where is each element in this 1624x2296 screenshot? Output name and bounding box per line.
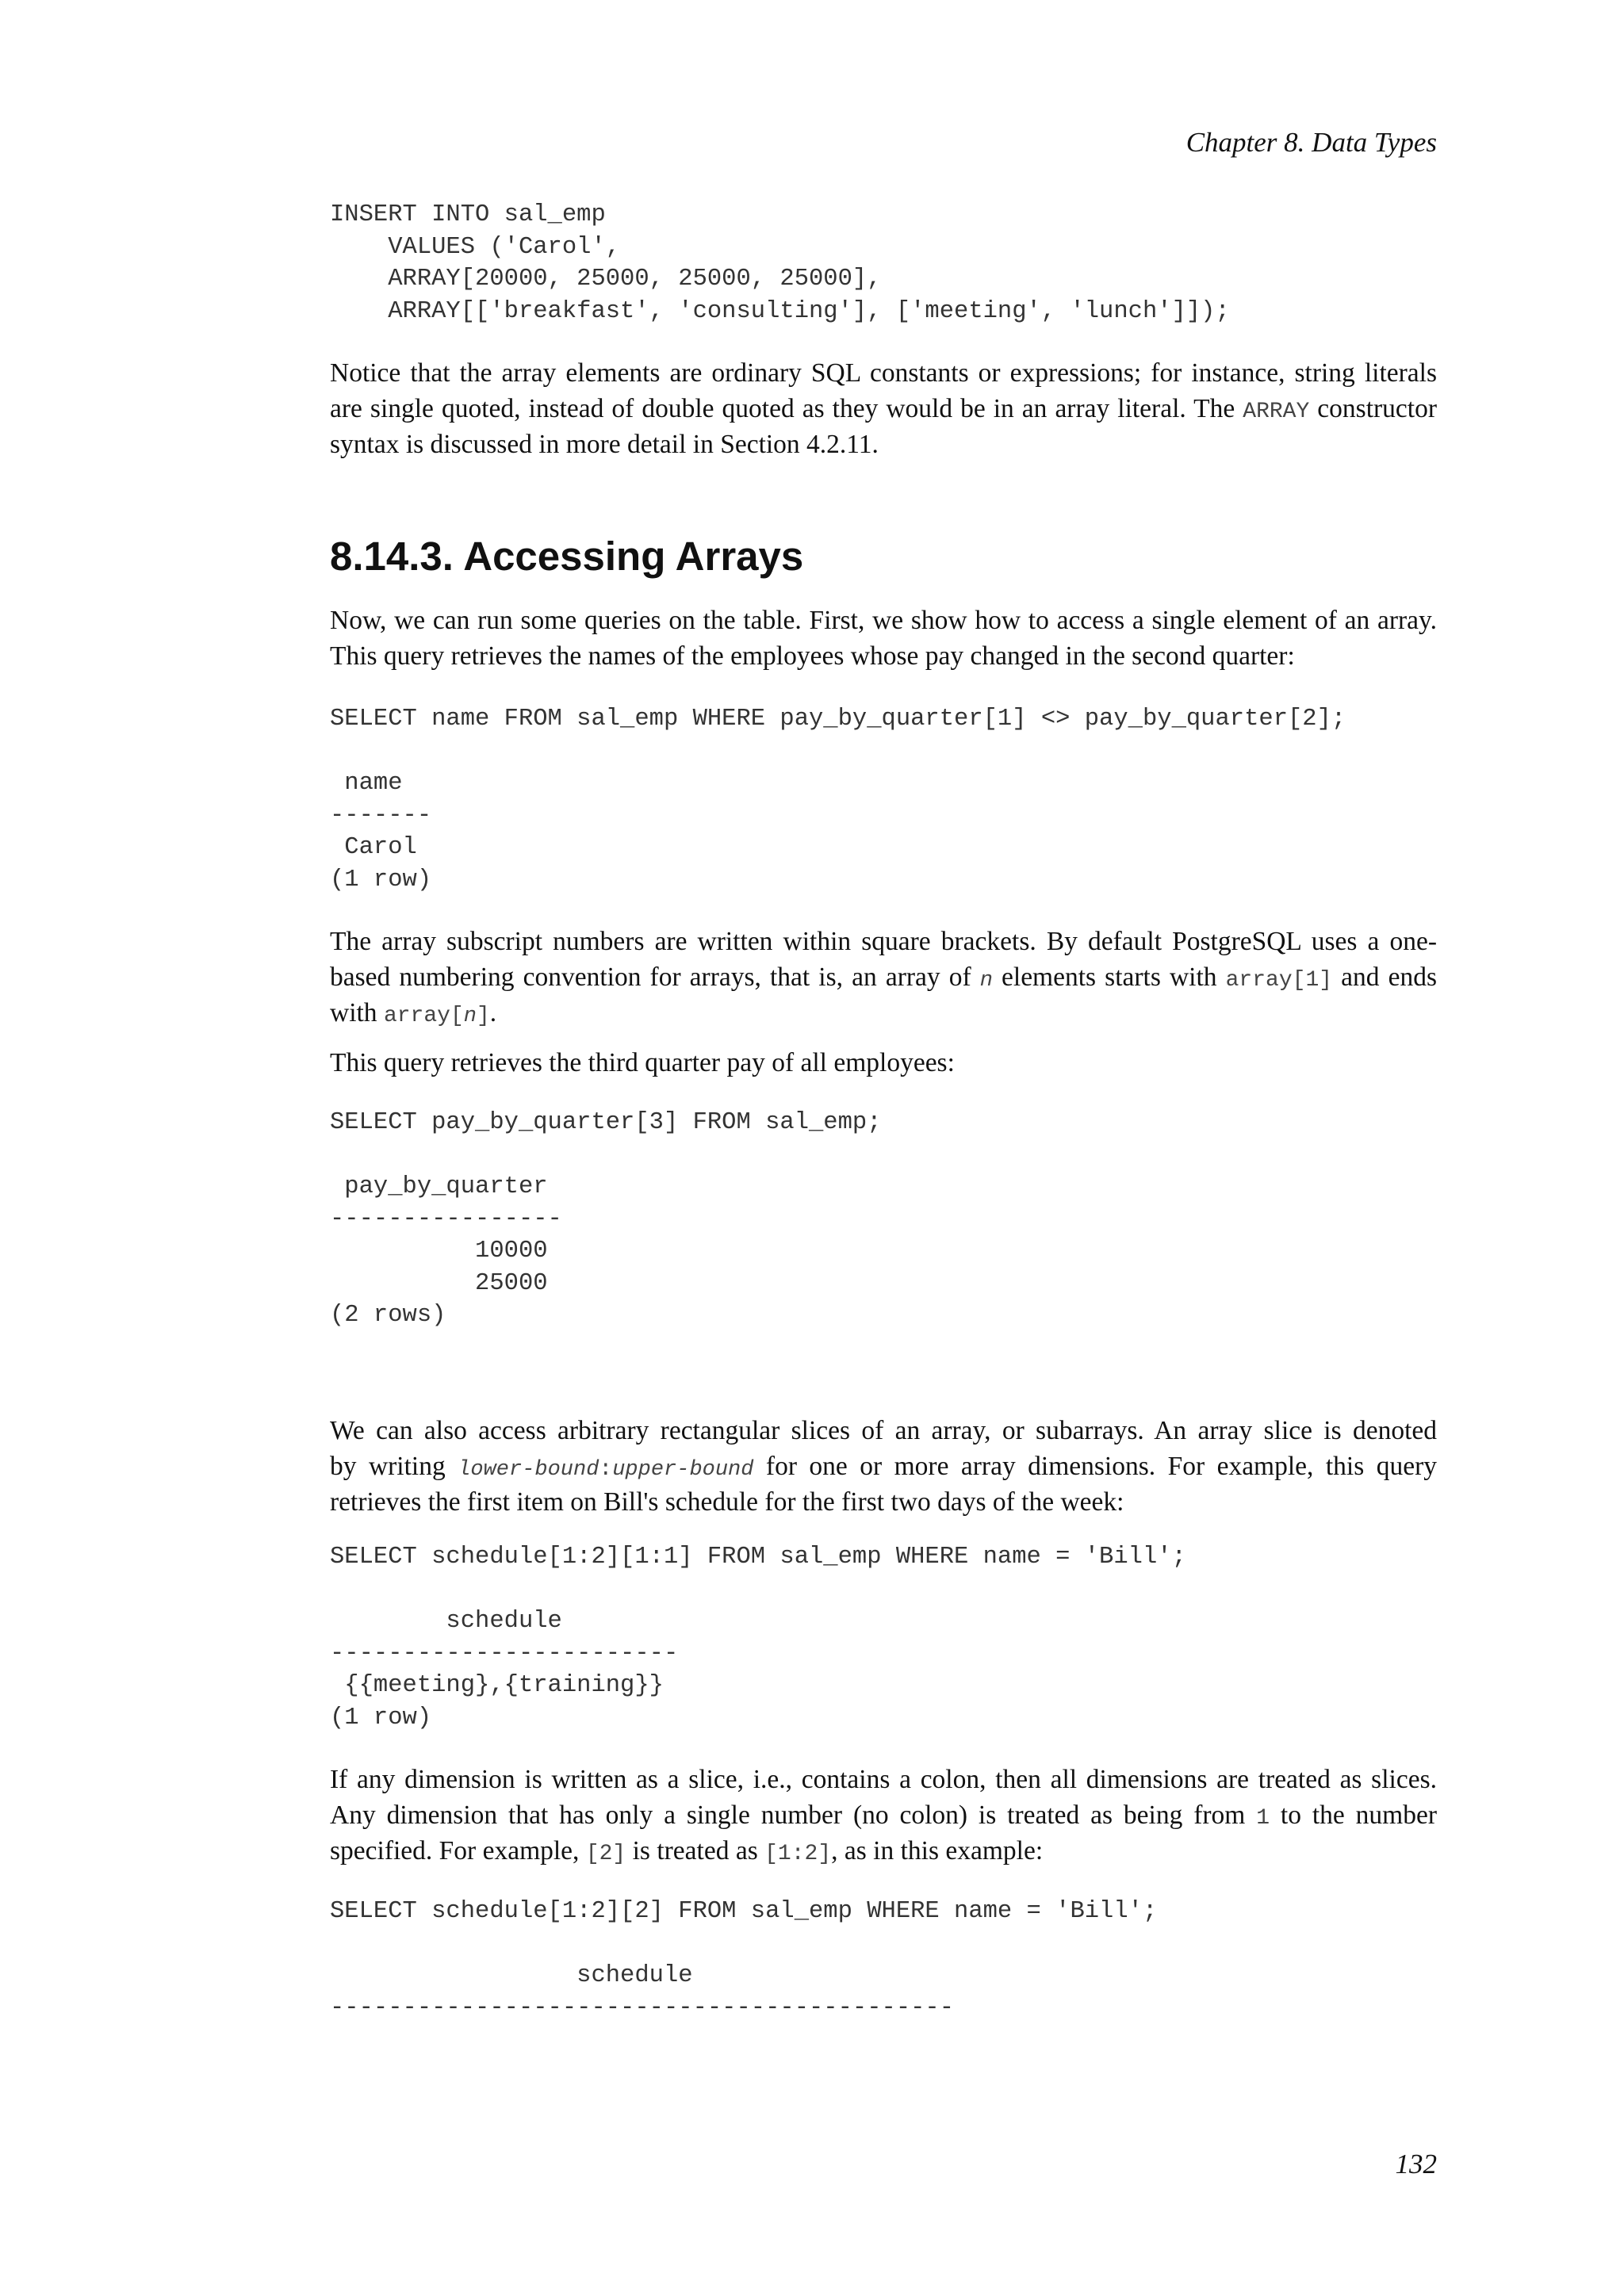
code-line: (1 row) [330, 866, 432, 894]
text-line: This query retrieves the third quarter pay of all employees: [330, 1048, 955, 1077]
code-line: ---------------- [330, 1205, 562, 1233]
document-page [330, 0, 1437, 2296]
code-line: {{meeting},{training}} [330, 1672, 664, 1699]
text-line: are single quoted, instead of double quoted as they would be in an array literal. The ARRAY constructor [330, 394, 1437, 424]
section-heading: 8.14.3. Accessing Arrays [330, 534, 804, 579]
code-block-query-slice-2 [330, 1896, 1157, 2024]
text-line: specified. For example, [2] is treated as [1:2], as in this example: [330, 1836, 1044, 1866]
code-line: ------- [330, 802, 432, 829]
code-block-query-pay [330, 1107, 882, 1332]
code-line [330, 1928, 1157, 1961]
code-line: schedule [330, 1608, 562, 1635]
code-line: SELECT schedule[1:2][1:1] FROM sal_emp WHERE name = 'Bill'; [330, 1544, 1186, 1571]
inline-code: [1:2] [764, 1842, 832, 1866]
code-line: Carol [330, 834, 417, 861]
inline-code: lower-bound:upper-bound [458, 1457, 754, 1482]
code-line [330, 736, 1346, 768]
code-line: (2 rows) [330, 1302, 446, 1329]
code-line: ARRAY[20000, 25000, 25000, 25000], [330, 266, 882, 293]
paragraph-third-quarter [330, 1045, 1437, 1081]
code-line: SELECT pay_by_quarter[3] FROM sal_emp; [330, 1109, 882, 1136]
text-line: Now, we can run some queries on the table. First, we show how to access a single element of an array. [330, 606, 1437, 635]
text-line: based numbering convention for arrays, that is, an array of n elements starts with array[1] and ends [330, 962, 1438, 993]
code-line: SELECT name FROM sal_emp WHERE pay_by_quarter[1] <> pay_by_quarter[2]; [330, 706, 1346, 733]
paragraph-intro [330, 603, 1437, 674]
running-header: Chapter 8. Data Types [1185, 127, 1437, 158]
text-line: This query retrieves the names of the employees whose pay changed in the second quarter: [330, 641, 1295, 671]
inline-code: array[n] [383, 1004, 490, 1028]
code-line: (1 row) [330, 1704, 432, 1732]
code-line: VALUES ('Carol', [330, 233, 621, 261]
inline-code-italic: n [979, 969, 993, 993]
paragraph-slices [330, 1413, 1437, 1520]
text-line: with array[n]. [330, 998, 497, 1028]
text-line: Notice that the array elements are ordinary SQL constants or expressions; for instance, string literals [330, 358, 1437, 388]
inline-code: 1 [1256, 1806, 1270, 1831]
code-line: pay_by_quarter [330, 1173, 548, 1200]
page-number: 132 [1395, 2149, 1437, 2179]
code-line: SELECT schedule[1:2][2] FROM sal_emp WHERE name = 'Bill'; [330, 1898, 1158, 1925]
code-line [330, 1139, 882, 1172]
code-line: name [330, 770, 403, 797]
text-line: syntax is discussed in more detail in Section 4.2.11. [330, 430, 879, 459]
paragraph-dimension [330, 1762, 1437, 1869]
code-line: 10000 [330, 1238, 548, 1265]
text-line: If any dimension is written as a slice, i.e., contains a colon, then all dimensions are treated as slices. [330, 1765, 1437, 1794]
text-line: retrieves the first item on Bill's schedule for the first two days of the week: [330, 1487, 1124, 1517]
code-line: 25000 [330, 1269, 548, 1297]
code-line: INSERT INTO sal_emp [330, 201, 606, 228]
code-line: ------------------------------------------- [330, 1994, 955, 2022]
inline-code: ARRAY [1243, 400, 1310, 424]
text-line: by writing lower-bound:upper-bound for one or more array dimensions. For example, this query [330, 1452, 1437, 1482]
code-line: schedule [330, 1962, 693, 1989]
paragraph-notice [330, 355, 1437, 462]
text-line: Any dimension that has only a single number (no colon) is treated as being from 1 to the number [330, 1800, 1437, 1831]
code-line: ARRAY[['breakfast', 'consulting'], ['meeting', 'lunch']]); [330, 297, 1230, 325]
text-line: The array subscript numbers are written within square brackets. By default PostgreSQL uses a one- [330, 927, 1437, 956]
code-block-insert [330, 199, 1230, 327]
text-line: We can also access arbitrary rectangular slices of an array, or subarrays. An array slice is denoted [330, 1416, 1437, 1445]
paragraph-subscript [330, 924, 1437, 1031]
code-line [330, 1574, 1186, 1606]
code-line: ------------------------ [330, 1640, 679, 1667]
inline-code: [2] [585, 1842, 626, 1866]
code-block-query-slice [330, 1541, 1186, 1734]
code-block-query-name [330, 703, 1346, 896]
inline-code: array[1] [1225, 968, 1333, 993]
